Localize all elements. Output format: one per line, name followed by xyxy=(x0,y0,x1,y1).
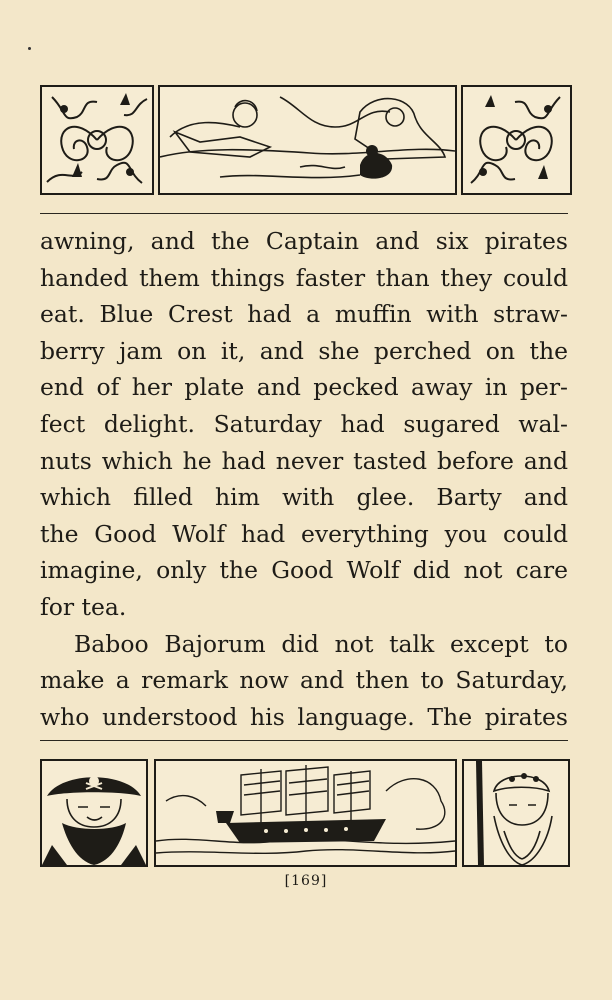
top-right-ornament-panel xyxy=(461,85,572,195)
text-line: end of her plate and pecked away in per- xyxy=(40,373,568,402)
ornamental-flourish-icon xyxy=(463,87,570,193)
text-line: eat. Blue Crest had a muffin with straw- xyxy=(40,300,568,329)
top-center-illustration-panel xyxy=(158,85,457,195)
text-line: which filled him with glee. Barty and xyxy=(40,483,568,512)
body-text xyxy=(40,223,568,735)
text-line: handed them things faster than they could xyxy=(40,263,568,292)
text-line: imagine, only the Good Wolf did not care xyxy=(40,556,568,585)
paragraph-2 xyxy=(40,626,568,736)
text-line: Baboo Bajorum did not talk except to xyxy=(74,629,568,658)
text-line: fect delight. Saturday had sugared wal- xyxy=(40,409,568,438)
bottom-left-illustration-panel xyxy=(40,759,148,867)
top-left-ornament-panel xyxy=(40,85,154,195)
pirate-ship-illustration-icon xyxy=(156,761,455,865)
top-rule xyxy=(40,213,568,214)
text-line: the Good Wolf had everything you could xyxy=(40,519,568,548)
speck xyxy=(28,47,31,50)
text-line: for tea. xyxy=(40,592,127,621)
text-line: who understood his language. The pirates xyxy=(40,702,568,731)
bottom-rule xyxy=(40,740,568,741)
pirate-with-skull-hat-icon xyxy=(42,761,146,865)
text-line: berry jam on it, and she perched on the xyxy=(40,336,568,365)
text-line: make a remark now and then to Saturday, xyxy=(40,666,568,695)
bottom-right-illustration-panel xyxy=(462,759,570,867)
boy-and-lion-illustration-icon xyxy=(160,87,455,193)
page-number: [169] xyxy=(284,873,328,889)
bearded-pirate-with-gun-icon xyxy=(464,761,568,865)
text-line: awning, and the Captain and six pirates xyxy=(40,227,568,255)
text-line: nuts which he had never tasted before and xyxy=(40,446,568,475)
bottom-center-illustration-panel xyxy=(154,759,457,867)
paragraph-1 xyxy=(40,223,568,626)
ornamental-flourish-icon xyxy=(42,87,152,193)
